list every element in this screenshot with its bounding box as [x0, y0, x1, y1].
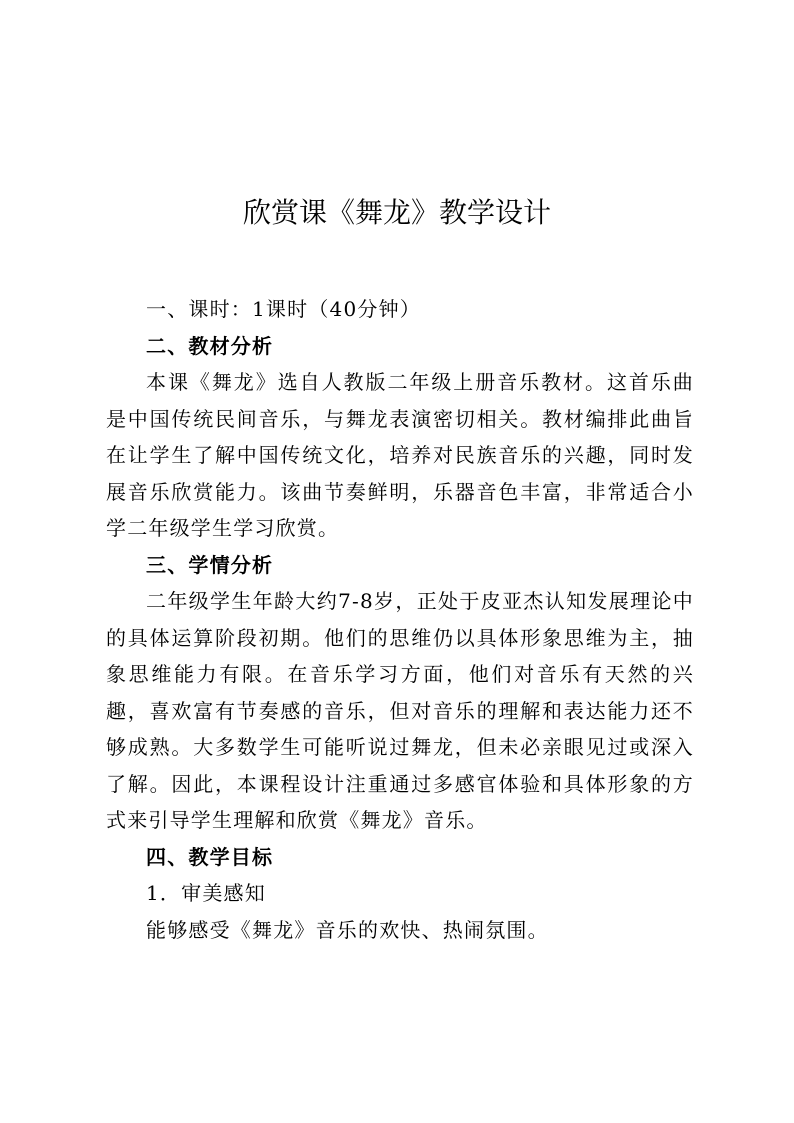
section-heading-teaching-objectives: 四、教学目标 [146, 844, 274, 869]
section-heading-learner-analysis: 三、学情分析 [146, 552, 274, 577]
section-heading-material-analysis: 二、教材分析 [146, 333, 274, 358]
aesthetic-objective-paragraph: 能够感受《舞龙》音乐的欢快、热闹氛围。 [146, 917, 549, 942]
learner-analysis-paragraph: 二年级学生年龄大约7-8岁，正处于皮亚杰认知发展理论中的具体运算阶段初期。他们的思维仍以具体形象思维为主，抽象思维能力有限。在音乐学习方面，他们对音乐有天然的兴趣，喜欢富有节奏感的音乐，但对音乐的理解和表达能力还不够成熟。大多数学生可能听说过舞龙，但未必亲眼见过或深入了解。因此，本课程设计注重通过多感官体验和具体形象的方式来引导学生理解和欣赏《舞龙》音乐。 [106, 589, 694, 832]
document-body [106, 291, 694, 948]
objective-subheading-aesthetic: 1．审美感知 [146, 881, 266, 905]
material-analysis-paragraph: 本课《舞龙》选自人教版二年级上册音乐教材。这首乐曲是中国传统民间音乐，与舞龙表演密切相关。教材编排此曲旨在让学生了解中国传统文化，培养对民族音乐的兴趣，同时发展音乐欣赏能力。该曲节奏鲜明，乐器音色丰富，非常适合小学二年级学生学习欣赏。 [106, 370, 694, 540]
document-title: 欣赏课《舞龙》教学设计 [242, 196, 551, 229]
lesson-time: 一、课时：1课时（40分钟） [146, 297, 421, 321]
